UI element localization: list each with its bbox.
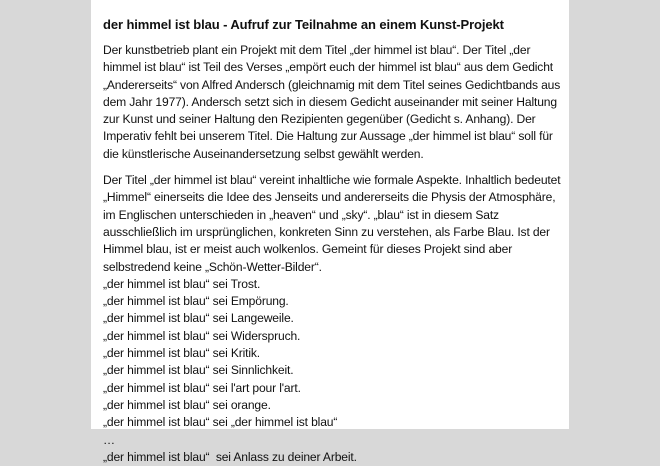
- variations-list: [103, 276, 561, 466]
- list-item: „der himmel ist blau“ sei l'art pour l'art.: [103, 380, 301, 395]
- list-item: „der himmel ist blau“ sei Trost.: [103, 276, 261, 291]
- title-explanation-paragraph: Der Titel „der himmel ist blau“ vereint inhaltliche wie formale Aspekte. Inhaltlich bedeutet „Himmel“ einerseits die Idee des Jenseits und andererseits die Physis der Atmosphäre, im Englischen unterschieden in „heaven“ und „sky“. „blau“ ist in diesem Satz ausschließlich im ursprünglichen, konkreten Sinn zu verstehen, als Farbe Blau. Ist der Himmel blau, ist er meist auch wolkenlos. Gemeint für dieses Projekt sind aber selbstredend keine „Schön-Wetter-Bilder“.: [103, 173, 561, 274]
- list-item: „der himmel ist blau“ sei Langeweile.: [103, 311, 294, 326]
- list-item: „der himmel ist blau“ sei Kritik.: [103, 346, 261, 361]
- list-item: „der himmel ist blau“ sei Widerspruch.: [103, 328, 301, 343]
- list-item: „der himmel ist blau“ sei Sinnlichkeit.: [103, 363, 294, 378]
- list-item: „der himmel ist blau“ sei Empörung.: [103, 294, 289, 309]
- document-page: [91, 0, 569, 464]
- list-item: „der himmel ist blau“ sei Anlass zu deiner Arbeit.: [103, 449, 357, 464]
- list-item: „der himmel ist blau“ sei „der himmel ist blau“: [103, 415, 338, 430]
- document-title: der himmel ist blau - Aufruf zur Teilnahme an einem Kunst-Projekt: [103, 17, 504, 32]
- intro-paragraph: Der kunstbetrieb plant ein Projekt mit dem Titel „der himmel ist blau“. Der Titel „der himmel ist blau“ ist Teil des Verses „empört euch der himmel ist blau“ aus dem Gedicht „Andererseits“ von Alfred Andersch (gleichnamig mit dem Titel seines Gedichtbands aus dem Jahr 1977). Andersch setzt sich in diesem Gedicht auseinander mit seiner Haltung zur Kunst und seiner Haltung den Rezipienten gegenüber (Gedicht s. Anhang). Der Imperativ fehlt bei unserem Titel. Die Haltung zur Aussage „der himmel ist blau“ soll für die künstlerische Auseinandersetzung selbst gewählt werden.: [103, 43, 561, 161]
- ellipsis-line: …: [103, 432, 115, 447]
- list-item: „der himmel ist blau“ sei orange.: [103, 397, 271, 412]
